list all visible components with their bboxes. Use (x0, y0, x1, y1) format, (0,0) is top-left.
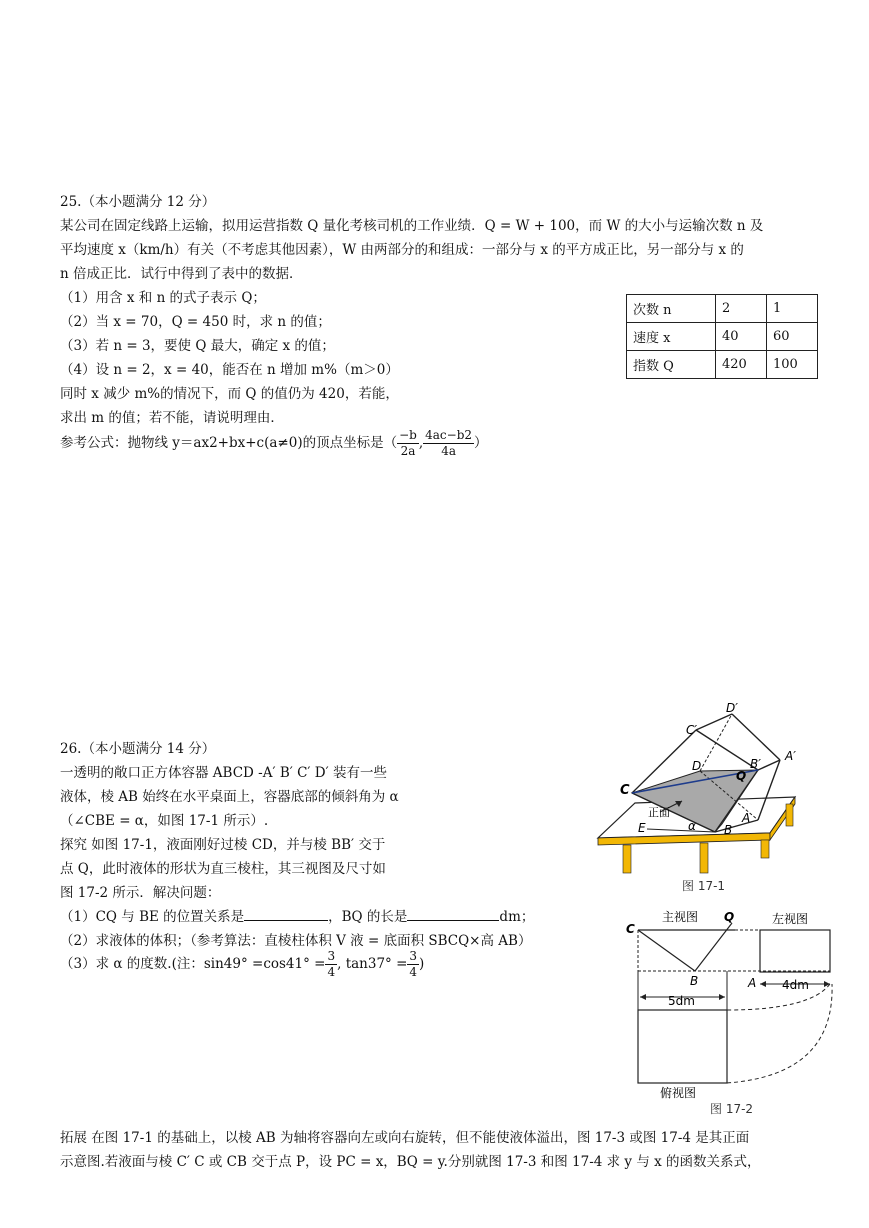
label-left-view: 左视图 (772, 912, 809, 926)
label-alpha: α (688, 819, 696, 833)
figure-17-1 (590, 700, 810, 900)
q26-part-1 (60, 908, 534, 926)
label-5dm: 5dm (668, 994, 695, 1008)
label-main-view: 主视图 (662, 910, 699, 924)
arrow-right-icon (824, 981, 830, 987)
edge-cprime-bprime (696, 730, 758, 770)
table-cell: 100 (767, 351, 818, 379)
part3-text: ) (419, 956, 425, 972)
q25-part-1: （1）用含 x 和 n 的式子表示 Q； (60, 290, 266, 306)
q26-line-6: 图 17-2 所示．解决问题： (60, 885, 221, 901)
sin-fraction (325, 949, 337, 980)
q25-data-table (626, 294, 818, 379)
table-row (627, 295, 818, 323)
table-leg (623, 845, 631, 873)
label-a: A (748, 976, 757, 990)
q25-heading: 25.（本小题满分 12 分） (60, 194, 216, 210)
edge-dprime-aprime (732, 714, 780, 760)
q26-part-3 (60, 946, 424, 982)
answer-blank (407, 908, 499, 921)
table-cell: 40 (716, 323, 767, 351)
q25-part-4: （4）设 n = 2，x = 40，能否在 n 增加 m%（m＞0） (60, 362, 399, 378)
part3-text: （3）求 α 的度数.(注：sin49° =cos41° = (60, 956, 326, 972)
q25-line-3: n 倍成正比．试行中得到了表中的数据． (60, 266, 303, 282)
label-front: 正面 (648, 806, 670, 819)
arrow-right-icon (719, 994, 725, 1000)
formula-comma: , (418, 435, 424, 451)
label-4dm: 4dm (782, 978, 809, 992)
label-aprime: A′ (785, 749, 796, 763)
table-cell: 速度 x (627, 323, 716, 351)
table-leg (761, 840, 769, 858)
table-row (627, 351, 818, 379)
q26-line-5: 点 Q，此时液体的形状为直三棱柱，其三视图及尺寸如 (60, 861, 386, 877)
edge-cprime-dprime (696, 714, 732, 730)
projection-arc (727, 984, 830, 1010)
formula-prefix: 参考公式：抛物线 y＝ax2+bx+c(a≠0)的顶点坐标是（ (60, 435, 398, 451)
label-c: C (626, 922, 635, 936)
figure-17-2 (620, 905, 850, 1120)
label-cprime: C′ (686, 723, 698, 737)
label-top-view: 俯视图 (660, 1086, 697, 1100)
table-cell: 420 (716, 351, 767, 379)
q25-part-4-end: 求出 m 的值；若不能，请说明理由． (60, 410, 284, 426)
part1-text: （1）CQ 与 BE 的位置关系是 (60, 909, 245, 925)
main-view-cb (638, 930, 695, 971)
frac-num: 3 (327, 949, 336, 963)
q25-formula (60, 426, 488, 460)
arrow-left-icon (640, 994, 646, 1000)
top-view-rect (638, 1010, 727, 1083)
frac-den: 4 (327, 965, 336, 979)
label-b: B (690, 974, 699, 988)
label-a: A (742, 811, 751, 825)
projection-arc (727, 984, 832, 1083)
table-cell: 指数 Q (627, 351, 716, 379)
caption-17-1: 图 17-1 (682, 879, 726, 893)
frac-num: −b (399, 428, 417, 442)
table-leg (700, 843, 708, 873)
left-view-rect (760, 930, 830, 972)
label-e: E (638, 821, 646, 835)
q26-part-2: （2）求液体的体积；（参考算法：直棱柱体积 V 液 = 底面积 SBCQ×高 AB） (60, 933, 532, 949)
part1-text: dm； (499, 909, 535, 925)
label-dprime: D′ (726, 701, 738, 715)
q26-line-1: 一透明的敞口正方体容器 ABCD -A′ B′ C′ D′ 装有一些 (60, 765, 387, 781)
q26-line-3: （∠CBE = α，如图 17-1 所示）. (60, 813, 269, 829)
q25-line-1: 某公司在固定线路上运输，拟用运营指数 Q 量化考核司机的工作业绩．Q = W + 100，而 W 的大小与运输次数 n 及 (60, 218, 764, 234)
label-bprime: B′ (750, 757, 761, 771)
label-c: C (620, 783, 630, 798)
arrow-left-icon (760, 981, 766, 987)
q26-extension-1: 拓展 在图 17-1 的基础上，以棱 AB 为轴将容器向左或向右旋转，但不能使液体溢出，图 17-3 或图 17-4 是其正面 (60, 1130, 750, 1146)
q25-line-2: 平均速度 x（km/h）有关（不考虑其他因素），W 由两部分的和组成：一部分与 x 的平方成正比，另一部分与 x 的 (60, 242, 744, 258)
q25-part-4-cont: 同时 x 减少 m%的情况下，而 Q 的值仍为 420，若能， (60, 386, 399, 402)
formula-suffix: ） (474, 435, 488, 451)
label-b: B (724, 823, 733, 837)
q25-part-3: （3）若 n = 3，要使 Q 最大，确定 x 的值； (60, 338, 335, 354)
label-q: Q (724, 910, 735, 924)
label-q: Q (736, 769, 747, 783)
vertex-y-fraction (423, 428, 474, 459)
frac-den: 4a (441, 444, 456, 458)
edge-d-dprime-hidden (700, 714, 732, 771)
vertex-x-fraction (397, 428, 419, 459)
q26-line-2: 液体，棱 AB 始终在水平桌面上，容器底部的倾斜角为 α (60, 789, 399, 805)
part3-text: , tan37° = (337, 956, 408, 972)
answer-blank (244, 908, 328, 921)
label-d: D (692, 759, 702, 773)
caption-17-2: 图 17-2 (710, 1102, 754, 1116)
table-cell: 60 (767, 323, 818, 351)
table-leg (786, 804, 793, 826)
table-cell: 2 (716, 295, 767, 323)
table-cell: 1 (767, 295, 818, 323)
table-cell: 次数 n (627, 295, 716, 323)
tan-fraction (407, 949, 419, 980)
q26-heading: 26.（本小题满分 14 分） (60, 741, 216, 757)
part1-text: ，BQ 的长是 (328, 909, 408, 925)
q26-line-4: 探究 如图 17-1，液面刚好过棱 CD，并与棱 BB′ 交于 (60, 837, 386, 853)
q26-extension-2: 示意图.若液面与棱 C′ C 或 CB 交于点 P，设 PC = x，BQ = y.分别就图 17-3 和图 17-4 求 y 与 x 的函数关系式， (60, 1154, 761, 1170)
frac-num: 4ac−b2 (425, 428, 473, 442)
table-row (627, 323, 818, 351)
frac-den: 4 (409, 965, 418, 979)
frac-num: 3 (409, 949, 418, 963)
q25-part-2: （2）当 x = 70，Q = 450 时，求 n 的值； (60, 314, 331, 330)
frac-den: 2a (400, 444, 416, 458)
